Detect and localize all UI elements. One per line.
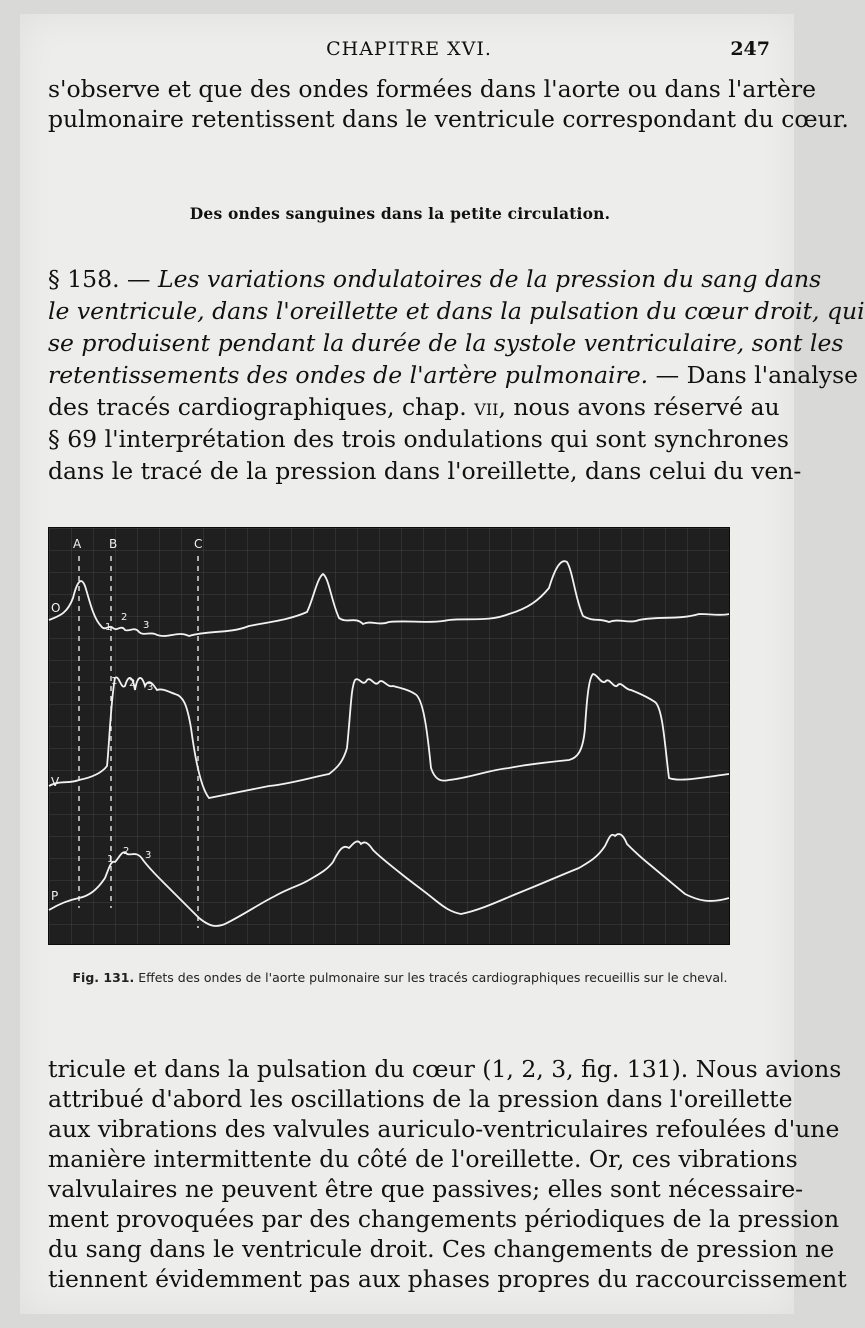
body-line: manière intermittente du côté de l'oreillette. Or, ces vibrations [48,1145,798,1173]
italic-line: se produisent pendant la durée de la systole ventriculaire, sont les [48,329,844,357]
label-o-1: 1 [105,622,112,633]
plain-text: , nous avons réservé au [498,393,780,421]
body-line: valvulaires ne peuvent être que passives; elles sont nécessaire- [48,1175,804,1203]
body-line: ment provoquées par des changements périodiques de la pression [48,1205,840,1233]
label-v-3: 3 [147,682,154,693]
section-mark: § 158. — [48,265,151,293]
text-line: s'observe et que des ondes formées dans l'aorte ou dans l'artère [48,75,816,103]
paragraph-line: § 69 l'interprétation des trois ondulations qui sont synchrones [48,425,789,453]
body-line: aux vibrations des valvules auriculo-ventriculaires refoulées d'une [48,1115,840,1143]
body-line: tiennent évidemment pas aux phases propres du raccourcissement [48,1265,847,1293]
italic-text: Les variations ondulatoires de la pression du sang dans [158,265,822,293]
label-o: O [51,601,61,615]
plain-text: — Dans l'analyse [655,361,859,389]
body-line: du sang dans le ventricule droit. Ces changements de pression ne [48,1235,835,1263]
body-line: attribué d'abord les oscillations de la pression dans l'oreillette [48,1085,793,1113]
tracings-plot [49,528,729,944]
caption-label: Fig. 131. [72,970,135,985]
label-c: C [194,537,203,551]
text-line: pulmonaire retentissent dans le ventricule correspondant du cœur. [48,105,849,133]
label-v-2: 2 [129,678,136,689]
grid [49,528,729,944]
paragraph-line: dans le tracé de la pression dans l'oreillette, dans celui du ven- [48,457,802,485]
italic-line: le ventricule, dans l'oreillette et dans la pulsation du cœur droit, qui [48,297,865,325]
paragraph-line [48,360,859,390]
label-p-3: 3 [145,850,152,861]
label-b: B [109,537,118,551]
label-v: V [51,775,60,789]
body-line: tricule et dans la pulsation du cœur (1, 2, 3, fig. 131). Nous avions [48,1055,842,1083]
page-number: 247 [730,38,770,60]
paragraph-line [48,392,780,422]
section-title: Des ondes sanguines dans la petite circulation. [189,204,611,223]
label-p-1: 1 [107,854,114,865]
caption-text: Effets des ondes de l'aorte pulmonaire sur les tracés cardiographiques recueillis sur le cheval. [138,970,728,985]
plain-text: des tracés cardiographiques, chap. [48,393,467,421]
running-header [48,38,770,68]
paragraph-line [48,264,822,294]
figure-131 [48,527,730,945]
italic-text: retentissements des ondes de l'artère pulmonaire. [48,361,649,389]
figure-caption [60,970,740,986]
label-o-2: 2 [121,612,128,623]
label-v-1: 1 [111,676,118,687]
label-a: A [73,537,82,551]
label-o-3: 3 [143,620,150,631]
chapter-title: CHAPITRE XVI. [326,38,492,60]
label-p-2: 2 [123,846,130,857]
label-p: P [51,889,59,903]
chapter-ref: vii [474,393,499,421]
